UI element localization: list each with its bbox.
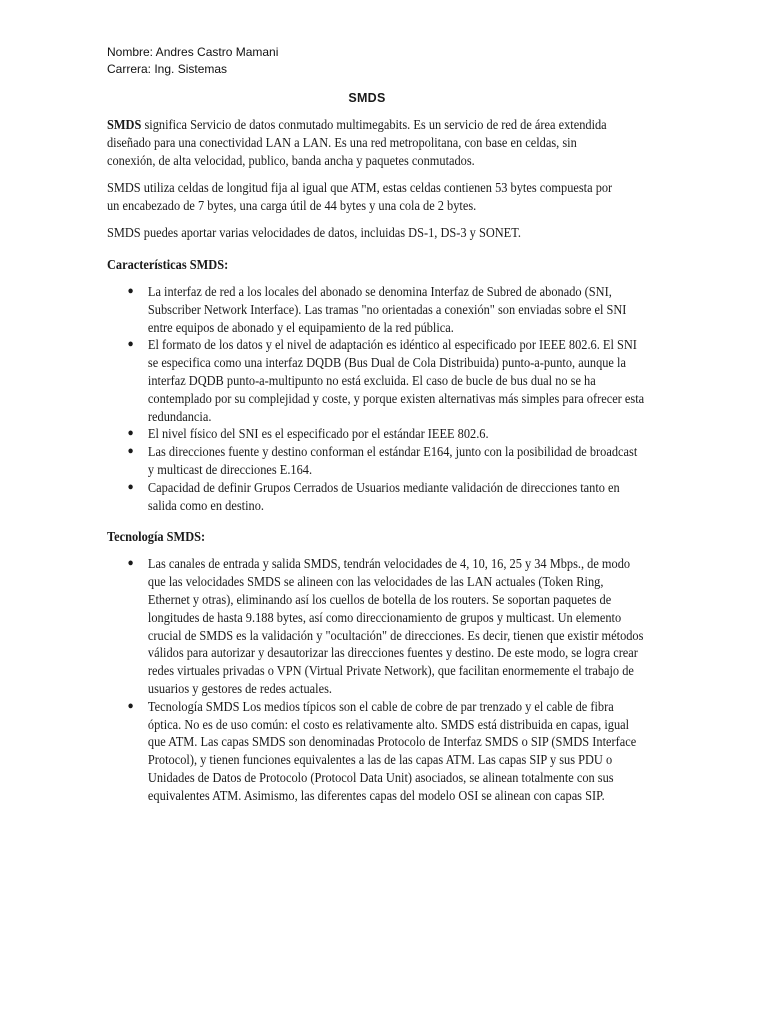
document-title: SMDS: [348, 91, 386, 105]
intro-paragraph-3: SMDS puedes aportar varias velocidades de datos, incluidas DS-1, DS-3 y SONET.: [107, 225, 521, 240]
bullet-icon: ●: [127, 285, 134, 297]
list-item: [107, 479, 645, 515]
list-item: [107, 336, 645, 425]
list-item: [107, 425, 645, 443]
bullet-icon: ●: [127, 480, 134, 493]
bullet-icon: ●: [127, 338, 134, 351]
bullet-icon: ●: [127, 427, 134, 440]
list-item-text: El formato de los datos y el nivel de adaptación es idéntico al especificado por IEEE 802.6. El SNI se especifica como una interfaz DQDB (Bus Dual de Cola Distribuida) punto-a-punto, aunque la interfaz DQDB punto-a-multipunto no está excluida. El caso de bucle de bus dual no se ha contemplado por su complejidad y coste, y porque existen alternativas más simples para ofrecer esta redundancia.: [147, 337, 645, 424]
intro-paragraph-1: [107, 116, 626, 170]
list-item-text: Capacidad de definir Grupos Cerrados de Usuarios mediante validación de direcciones tanto en salida como en destino.: [147, 479, 620, 513]
technology-list: [107, 555, 644, 804]
list-item-text: La interfaz de red a los locales del abonado se denomina Interfaz de Subred de abonado (SNI, Subscriber Network Interface). Las tramas "no orientadas a conexión" son enviadas sobre el SNI entre equipos de abonado y el equipamiento de la red pública.: [147, 284, 627, 335]
list-item-text: El nivel físico del SNI es el especificado por el estándar IEEE 802.6.: [147, 426, 489, 442]
author-name-line: Nombre: Andres Castro Mamani: [107, 45, 279, 59]
document-page: [107, 44, 645, 815]
list-item: [107, 443, 645, 479]
list-item-text: Tecnología SMDS Los medios típicos son el cable de cobre de par trenzado y el cable de fibra óptica. No es de uso común: el costo es relativamente alto. SMDS está distribuida en capas, igual que ATM. Las capas SMDS son denominadas Protocolo de Interfaz SMDS o SIP (SMDS Interface Protocol), y tienen funciones equivalentes a las de las capas ATM. Las capas SIP y sus PDU o Unidades de Datos de Protocolo (Protocol Data Unit) asociados, se alinean totalmente con sus equivalentes ATM. Asimismo, las diferentes capas del modelo OSI se alinean con capas SIP.: [147, 698, 637, 803]
intro-paragraph-2: SMDS utiliza celdas de longitud fija al igual que ATM, estas celdas contienen 53 bytes compuesta por un encabezado de 7 bytes, una carga útil de 44 bytes y una cola de 2 bytes.: [107, 180, 613, 213]
bullet-icon: ●: [127, 445, 134, 458]
list-item-text: Las direcciones fuente y destino conforman el estándar E164, junto con la posibilidad de broadcast y multicast de direcciones E.164.: [147, 444, 638, 477]
list-item: [107, 283, 645, 336]
intro-paragraph-1-text: significa Servicio de datos conmutado multimegabits. Es un servicio de red de área extendida diseñado para una conectividad LAN a LAN. Es una red metropolitana, con base en celdas, sin conexión, de alta velocidad, publico, banda ancha y paquetes conmutados.: [107, 117, 607, 168]
technology-heading: Tecnología SMDS:: [107, 529, 206, 545]
characteristics-heading: Características SMDS:: [107, 257, 229, 272]
bullet-icon: ●: [127, 557, 134, 570]
list-item: [107, 555, 645, 697]
intro-term: SMDS: [107, 117, 142, 132]
bullet-icon: ●: [127, 699, 134, 712]
list-item-text: Las canales de entrada y salida SMDS, tendrán velocidades de 4, 10, 16, 25 y 34 Mbps., de modo que las velocidades SMDS se alineen con las velocidades de las LAN actuales (Token Ring, Ethernet y otras), eliminando así los cuellos de botella de los routers. Se soportan paquetes de longitudes de hasta 9.188 bytes, así como direccionamiento de grupos y multicast. Un elemento crucial de SMDS es la validación y "ocultación" de direcciones. Es decir, tienen que existir métodos válidos para autorizar y desautorizar las direcciones fuentes y destino. De este modo, se logra crear redes virtuales privadas o VPN (Virtual Private Network), que facilitan enormemente el trabajo de usuarios y gestores de redes actuales.: [147, 556, 644, 696]
characteristics-list: [107, 283, 645, 514]
list-item: [107, 698, 645, 805]
career-line: Carrera: Ing. Sistemas: [107, 62, 228, 76]
